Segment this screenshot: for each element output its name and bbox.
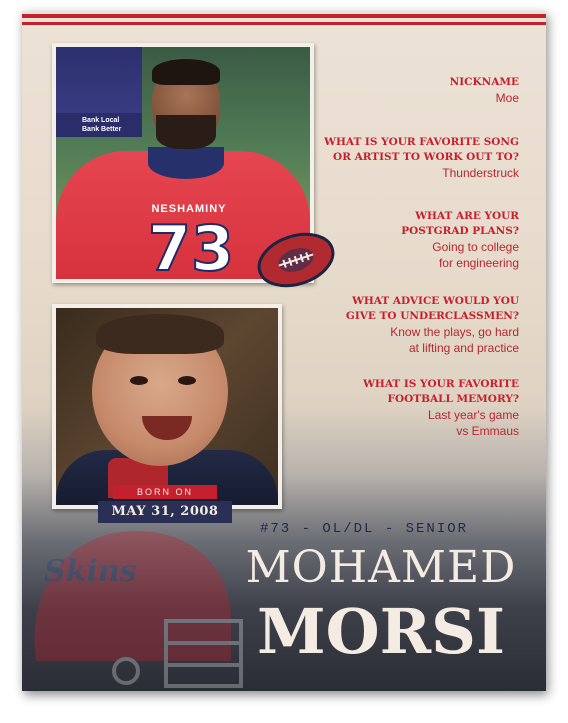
qa-advice	[289, 294, 519, 356]
question-line: WHAT ARE YOUR	[415, 210, 519, 222]
qa-postgrad-plans	[289, 209, 519, 271]
question-line: FOOTBALL MEMORY?	[387, 393, 519, 405]
baby-photo	[52, 304, 282, 509]
player-first-name: MOHAMED	[245, 542, 517, 593]
top-stripe-thin	[22, 22, 546, 25]
answer-line: Know the plays, go hard	[390, 325, 519, 339]
answer-line: at lifting and practice	[408, 341, 519, 355]
qa-nickname	[289, 75, 519, 106]
question-line: WHAT ADVICE WOULD YOU	[352, 295, 519, 307]
player-last-name: MORSI	[257, 595, 505, 668]
bank-sign-line2: Bank Better	[82, 126, 122, 133]
jersey-team-name: NESHAMINY	[151, 203, 227, 215]
qa-football-memory	[289, 377, 519, 439]
question-line: NICKNAME	[449, 76, 519, 88]
answer-line: Thunderstruck	[442, 166, 519, 180]
answer-line: Moe	[495, 91, 519, 105]
answer-line: vs Emmaus	[456, 424, 519, 438]
question-line: POSTGRAD PLANS?	[401, 225, 519, 237]
qa-favorite-song	[289, 135, 519, 181]
baby-photo-image	[56, 308, 278, 505]
born-on-label: BORN ON	[113, 485, 217, 499]
helmet-logo-text: Skins	[44, 554, 137, 589]
bank-sign-line1: Bank Local	[82, 117, 120, 124]
jersey-number: 73	[147, 212, 235, 279]
answer-line: Last year's game	[427, 408, 519, 422]
top-stripe	[22, 14, 546, 18]
answer-line: for engineering	[438, 256, 519, 270]
baby-eye-right	[178, 376, 196, 385]
born-on-date: MAY 31, 2008	[98, 501, 232, 523]
bank-sign	[56, 113, 142, 137]
question-line: OR ARTIST TO WORK OUT TO?	[333, 151, 519, 163]
question-line: WHAT IS YOUR FAVORITE SONG	[324, 136, 519, 148]
baby-hair	[96, 314, 224, 354]
helmet-logo-icon	[22, 511, 246, 691]
baby-eye-left	[130, 376, 148, 385]
question-line: GIVE TO UNDERCLASSMEN?	[345, 310, 519, 322]
player-beard	[156, 115, 216, 149]
answer-line: Going to college	[432, 240, 519, 254]
player-card	[22, 11, 546, 691]
jersey-collar	[148, 147, 224, 179]
player-hair	[152, 59, 220, 85]
question-line: WHAT IS YOUR FAVORITE	[363, 378, 519, 390]
player-subtitle: #73 - OL/DL - SENIOR	[260, 521, 469, 537]
